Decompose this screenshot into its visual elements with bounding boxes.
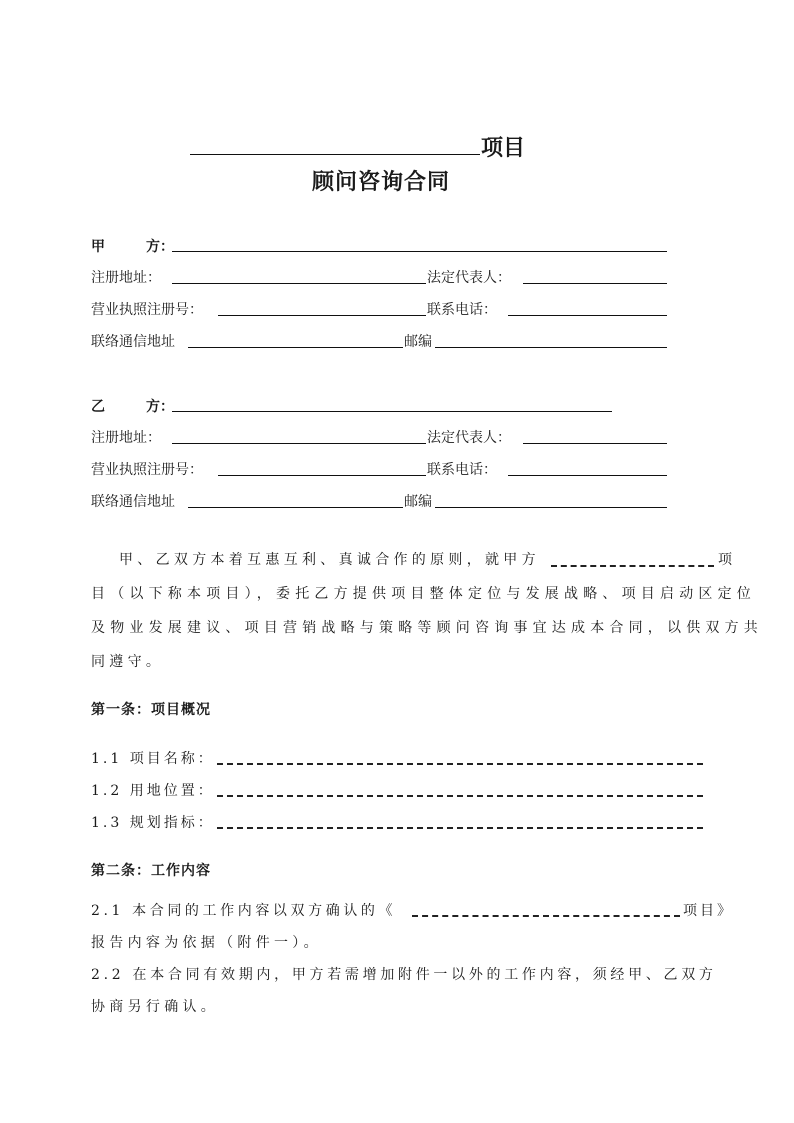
article-1-heading: 第一条：项目概况: [91, 702, 211, 718]
page-title: 顾问咨询合同: [312, 169, 451, 195]
preamble-line-2: 目（以下称本项目），委托乙方提供项目整体定位与发展战略、项目启动区定位: [91, 586, 756, 602]
party-b-legal-rep-label: 法定代表人：: [427, 430, 511, 446]
party-b-mail-address-label: 联络通信地址: [91, 494, 175, 510]
party-a-mail-address-field[interactable]: [188, 347, 403, 348]
land-location-input[interactable]: [217, 795, 703, 797]
party-b-reg-address-field[interactable]: [172, 443, 426, 444]
party-b-license-field[interactable]: [218, 475, 426, 476]
item-2-2-line-1: 2.2 在本合同有效期内，甲方若需增加附件一以外的工作内容，须经甲、乙双方: [91, 967, 717, 983]
preamble-line-3: 及物业发展建议、项目营销战略与策略等顾问咨询事宜达成本合同，以供双方共: [91, 620, 763, 636]
item-2-1-suffix: 项目》: [683, 903, 734, 919]
project-name-field[interactable]: [190, 154, 480, 155]
party-a-legal-rep-label: 法定代表人：: [427, 270, 511, 286]
project-name-input[interactable]: [217, 763, 703, 765]
party-a-postcode-label: 邮编: [404, 334, 432, 350]
title-suffix: 项目: [481, 135, 526, 161]
article-2-heading: 第二条：工作内容: [91, 863, 211, 879]
item-2-1-prefix: 2.1 本合同的工作内容以双方确认的《: [91, 903, 397, 919]
party-a-reg-address-label: 注册地址：: [91, 270, 161, 286]
party-a-label-suffix: 方：: [146, 239, 174, 255]
party-b-name-field[interactable]: [172, 411, 612, 412]
party-b-phone-field[interactable]: [508, 475, 667, 476]
land-location-label: 1.2 用地位置：: [91, 783, 215, 799]
party-b-mail-address-field[interactable]: [188, 507, 403, 508]
party-a-phone-label: 联系电话：: [427, 302, 497, 318]
project-name-label: 1.1 项目名称：: [91, 751, 215, 767]
party-b-postcode-field[interactable]: [435, 507, 667, 508]
party-a-phone-field[interactable]: [508, 315, 667, 316]
party-a-postcode-field[interactable]: [435, 347, 667, 348]
party-a-reg-address-field[interactable]: [172, 283, 426, 284]
report-project-field[interactable]: [412, 915, 680, 917]
preamble-project-field[interactable]: [551, 565, 714, 567]
item-2-1-line-2: 报告内容为依据（附件一）。: [91, 935, 322, 951]
party-a-mail-address-label: 联络通信地址: [91, 334, 175, 350]
party-b-label: 乙: [91, 399, 105, 415]
party-b-postcode-label: 邮编: [404, 494, 432, 510]
party-a-legal-rep-field[interactable]: [523, 283, 667, 284]
party-b-reg-address-label: 注册地址：: [91, 430, 161, 446]
party-a-license-label: 营业执照注册号：: [91, 302, 203, 318]
party-b-label-suffix: 方：: [146, 399, 174, 415]
party-a-label: 甲: [91, 239, 105, 255]
party-b-phone-label: 联系电话：: [427, 462, 497, 478]
planning-index-label: 1.3 规划指标：: [91, 815, 215, 831]
preamble-line-1-suffix: 项: [718, 552, 737, 568]
preamble-line-4: 同遵守。: [91, 654, 165, 670]
party-a-license-field[interactable]: [218, 315, 426, 316]
preamble-line-1: 甲、乙双方本着互惠互利、真诚合作的原则，就甲方: [119, 552, 540, 568]
party-b-legal-rep-field[interactable]: [523, 443, 667, 444]
party-b-license-label: 营业执照注册号：: [91, 462, 203, 478]
party-a-name-field[interactable]: [172, 251, 667, 252]
planning-index-input[interactable]: [217, 827, 703, 829]
item-2-2-line-2: 协商另行确认。: [91, 999, 220, 1015]
